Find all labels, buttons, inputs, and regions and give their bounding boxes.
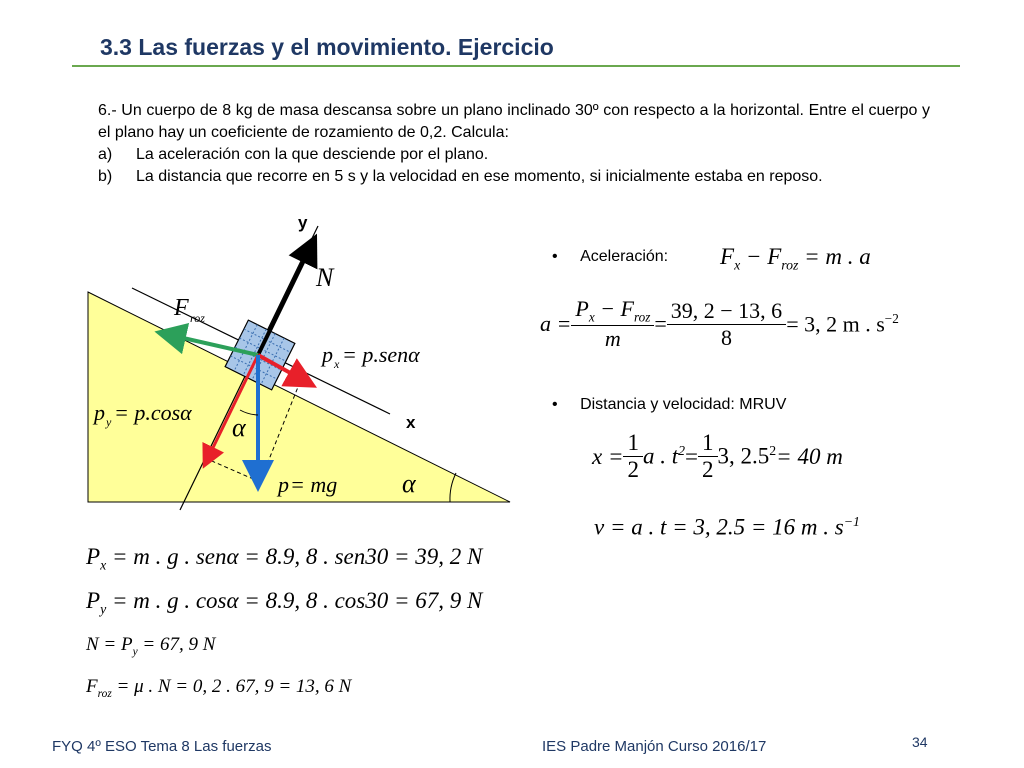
eq-op: =: [685, 443, 699, 469]
py-label-eq: = p.cosα: [114, 400, 192, 425]
eq-denominator: 8: [720, 324, 732, 350]
bullet-icon: •: [552, 248, 558, 265]
eq-lhs: x =: [592, 443, 624, 469]
eq-rhs: = 40 m: [776, 443, 843, 469]
eq-term: 3, 2.5: [717, 443, 770, 469]
bullet-icon: •: [552, 396, 558, 413]
eq-denominator: m: [604, 326, 621, 352]
eq-numerator: 1: [623, 430, 643, 457]
equation-acceleration: [540, 296, 899, 352]
bullet-acceleration: [552, 248, 668, 266]
py-label-sub: y: [106, 415, 112, 429]
eq-sup: −2: [884, 311, 899, 327]
px-label-eq: = p.senα: [342, 342, 420, 367]
py-label: p: [94, 400, 105, 425]
eq-rhs: = m . a: [798, 244, 871, 269]
eq-op: =: [654, 311, 667, 337]
problem-statement: [98, 100, 930, 188]
eq-lhs: a =: [540, 311, 572, 337]
eq-numerator: 39, 2 − 13, 6: [667, 298, 786, 325]
eq-fraction: [623, 430, 643, 483]
eq-rhs: = m . g . cosα = 8.9, 8 . cos30 = 67, 9 N: [106, 588, 483, 613]
alpha-label-block: α: [232, 413, 246, 442]
eq-term: N = P: [86, 634, 133, 655]
normal-label: N: [316, 263, 334, 292]
title-divider: [72, 65, 960, 67]
equation-normal: [86, 634, 215, 658]
inclined-plane: [88, 292, 510, 502]
eq-sub: y: [100, 601, 107, 617]
eq-rhs: = 3, 2 m . s: [786, 311, 885, 337]
eq-sup: 2: [769, 443, 777, 459]
equation-friction: [86, 676, 351, 700]
eq-term: F: [86, 676, 98, 697]
eq-denominator: 2: [702, 457, 714, 482]
eq-term: v = a . t = 3, 2.5 = 16 m . s: [594, 514, 844, 540]
eq-sub: y: [132, 645, 138, 658]
problem-item-a: [98, 144, 930, 166]
bullet-distance: [552, 396, 786, 414]
eq-fraction: [698, 430, 718, 483]
problem-intro: [98, 100, 930, 144]
friction-label-sub: roz: [190, 311, 205, 325]
footer-course: FYQ 4º ESO Tema 8 Las fuerzas: [52, 738, 272, 755]
item-label: a): [98, 146, 113, 163]
equation-newton: [720, 244, 871, 274]
eq-sub: x: [588, 309, 595, 325]
eq-sub: roz: [633, 309, 651, 325]
problem-number: 6.-: [98, 102, 117, 119]
page-number: 34: [912, 734, 928, 750]
inclined-plane-diagram: [60, 200, 520, 520]
eq-rhs: = m . g . senα = 8.9, 8 . sen30 = 39, 2 N: [106, 544, 483, 569]
eq-term: F: [767, 244, 782, 269]
eq-numerator: 1: [698, 430, 718, 457]
eq-term: a . t: [642, 443, 679, 469]
eq-sup: −1: [843, 514, 860, 529]
eq-numerator: [571, 296, 654, 326]
eq-term: − F: [594, 296, 634, 321]
eq-term: P: [86, 544, 101, 569]
eq-fraction: [667, 298, 786, 351]
bullet-text: Aceleración:: [580, 248, 669, 265]
axis-y-label: y: [298, 213, 308, 232]
px-label-sub: x: [334, 357, 340, 371]
weight-label-eq: = mg: [290, 472, 338, 497]
equation-velocity: [594, 514, 860, 541]
alpha-label-plane: α: [402, 469, 416, 498]
item-text: La distancia que recorre en 5 s y la velocidad en ese momento, si inicialmente estaba en reposo.: [136, 168, 823, 185]
footer-school: IES Padre Manjón Curso 2016/17: [542, 738, 767, 755]
problem-text: Un cuerpo de 8 kg de masa descansa sobre un plano inclinado 30º con respecto a la horizontal. Entre el cuerpo y el plano hay un coeficiente de rozamiento de 0,2. Calcula:: [98, 102, 931, 141]
item-text: La aceleración con la que desciende por el plano.: [136, 146, 489, 163]
eq-fraction: [571, 296, 654, 352]
weight-label: p: [278, 472, 289, 497]
slide-title: 3.3 Las fuerzas y el movimiento. Ejercicio: [100, 34, 554, 60]
friction-label: F: [174, 295, 189, 321]
equation-distance: [592, 430, 843, 483]
eq-rhs: = 67, 9 N: [137, 634, 216, 655]
item-label: b): [98, 168, 113, 185]
eq-sub: x: [734, 257, 741, 273]
problem-item-b: [98, 166, 930, 188]
px-label: p: [322, 342, 333, 367]
equation-py: [86, 588, 482, 618]
equation-px: [86, 544, 482, 574]
eq-sub: roz: [97, 687, 112, 700]
eq-term: P: [575, 296, 589, 321]
eq-term: P: [86, 588, 101, 613]
eq-sup: 2: [678, 443, 686, 459]
eq-sub: x: [100, 557, 107, 573]
eq-denominator: 2: [627, 457, 639, 482]
eq-term: F: [720, 244, 735, 269]
eq-op: −: [740, 244, 768, 269]
eq-rhs: = μ . N = 0, 2 . 67, 9 = 13, 6 N: [111, 676, 352, 697]
eq-sub: roz: [781, 257, 799, 273]
bullet-text: Distancia y velocidad: MRUV: [580, 396, 787, 413]
axis-x-label: x: [406, 413, 416, 432]
